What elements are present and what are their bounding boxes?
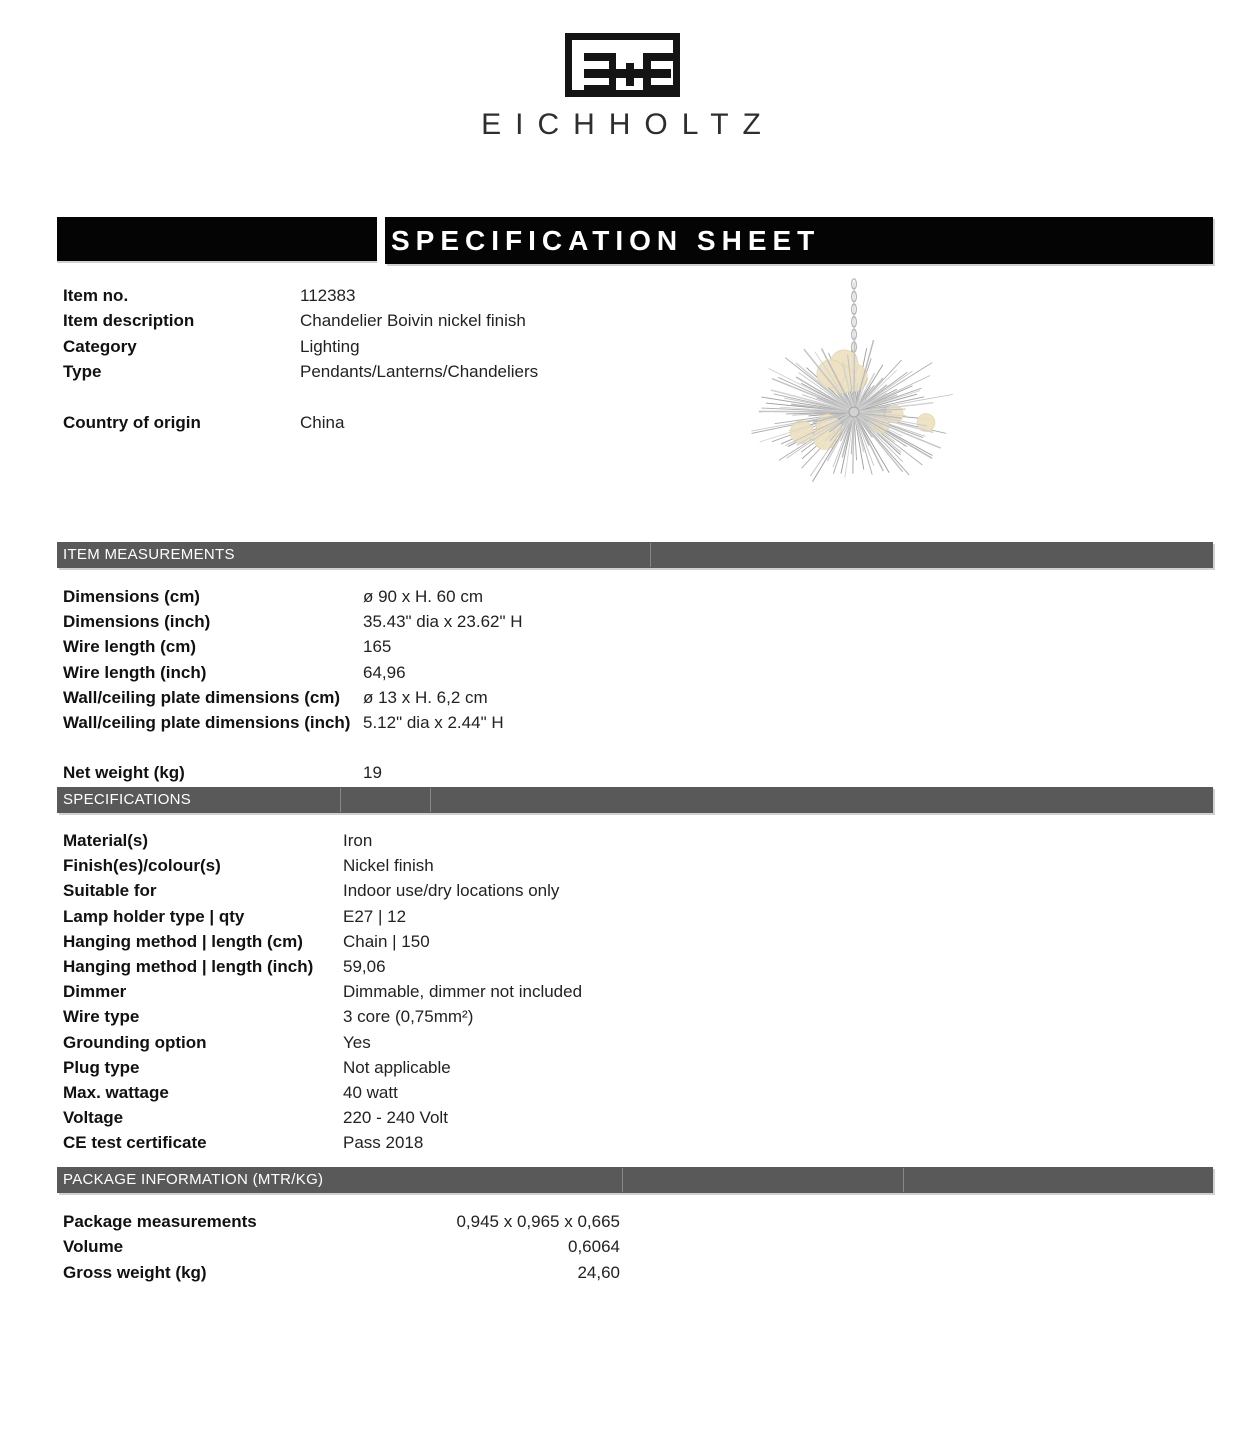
wire-type-row bbox=[63, 1004, 823, 1029]
package-information-table bbox=[63, 1209, 620, 1285]
plug-type-row bbox=[63, 1055, 823, 1080]
grounding-option-row bbox=[63, 1030, 823, 1055]
ce-certificate-value: Pass 2018 bbox=[343, 1133, 424, 1153]
ce-certificate-label: CE test certificate bbox=[63, 1133, 207, 1153]
item-measurements-heading: ITEM MEASUREMENTS bbox=[63, 546, 235, 563]
hanging-method-cm-label: Hanging method | length (cm) bbox=[63, 931, 303, 951]
suitable-for-row bbox=[63, 878, 823, 903]
hanging-method-inch-row bbox=[63, 954, 823, 979]
item-description-value: Chandelier Boivin nickel finish bbox=[300, 311, 526, 331]
specifications-table bbox=[63, 828, 823, 1156]
category-value: Lighting bbox=[300, 336, 360, 356]
dimensions-inch-row bbox=[63, 609, 823, 634]
brand-wordmark: EICHHOLTZ bbox=[481, 108, 775, 141]
plate-dimensions-inch-label: Wall/ceiling plate dimensions (inch) bbox=[63, 713, 351, 733]
item-description-label: Item description bbox=[63, 311, 195, 331]
gross-weight-row bbox=[63, 1260, 620, 1285]
volume-label: Volume bbox=[63, 1237, 124, 1257]
product-photo-chandelier bbox=[737, 274, 973, 510]
volume-row bbox=[63, 1234, 620, 1259]
package-information-heading: PACKAGE INFORMATION (MTR/KG) bbox=[63, 1171, 324, 1188]
dimensions-cm-value: ø 90 x H. 60 cm bbox=[363, 587, 483, 606]
material-value: Iron bbox=[343, 831, 373, 850]
type-label: Type bbox=[63, 362, 102, 382]
finish-value: Nickel finish bbox=[343, 856, 434, 876]
package-measurements-value: 0,945 x 0,965 x 0,665 bbox=[456, 1212, 620, 1231]
volume-value: 0,6064 bbox=[568, 1237, 620, 1257]
hanging-method-inch-value: 59,06 bbox=[343, 957, 386, 977]
gross-weight-label: Gross weight (kg) bbox=[63, 1262, 207, 1282]
dimensions-inch-label: Dimensions (inch) bbox=[63, 612, 211, 632]
wire-type-value: 3 core (0,75mm²) bbox=[343, 1007, 474, 1027]
wire-length-cm-value: 165 bbox=[363, 637, 392, 657]
grounding-option-value: Yes bbox=[343, 1032, 371, 1052]
grounding-option-label: Grounding option bbox=[63, 1032, 207, 1052]
package-measurements-label: Package measurements bbox=[63, 1212, 257, 1231]
item-details bbox=[63, 283, 763, 435]
voltage-value: 220 - 240 Volt bbox=[343, 1108, 448, 1128]
cell-seam bbox=[650, 543, 651, 567]
voltage-label: Voltage bbox=[63, 1108, 124, 1128]
country-of-origin-row bbox=[63, 410, 763, 435]
cell-seam bbox=[903, 1168, 904, 1192]
suitable-for-label: Suitable for bbox=[63, 881, 157, 901]
section-header-item-measurements bbox=[57, 542, 1213, 568]
cell-seam bbox=[430, 788, 431, 812]
dimmer-value: Dimmable, dimmer not included bbox=[343, 982, 583, 1002]
dimmer-label: Dimmer bbox=[63, 982, 127, 1002]
measurements-table bbox=[63, 584, 823, 786]
section-header-package-information bbox=[57, 1167, 1213, 1193]
wire-length-inch-label: Wire length (inch) bbox=[63, 662, 207, 682]
wire-length-cm-row bbox=[63, 634, 823, 659]
max-wattage-row bbox=[63, 1080, 823, 1105]
ce-certificate-row bbox=[63, 1130, 823, 1155]
plate-dimensions-inch-value: 5.12" dia x 2.44" H bbox=[363, 713, 504, 733]
plug-type-value: Not applicable bbox=[343, 1057, 451, 1077]
dimensions-cm-row bbox=[63, 584, 823, 609]
wire-length-inch-row bbox=[63, 660, 823, 685]
lamp-holder-label: Lamp holder type | qty bbox=[63, 906, 245, 926]
item-description-row bbox=[63, 308, 763, 333]
lamp-holder-value: E27 | 12 bbox=[343, 906, 407, 926]
plug-type-label: Plug type bbox=[63, 1057, 140, 1077]
net-weight-label: Net weight (kg) bbox=[63, 763, 185, 783]
dimensions-inch-value: 35.43" dia x 23.62" H bbox=[363, 612, 523, 632]
section-header-specifications bbox=[57, 787, 1213, 813]
dimmer-row bbox=[63, 979, 823, 1004]
eichholtz-logo-icon bbox=[565, 33, 680, 97]
wire-type-label: Wire type bbox=[63, 1007, 140, 1027]
specifications-heading: SPECIFICATIONS bbox=[63, 791, 192, 808]
hanging-method-cm-row bbox=[63, 929, 823, 954]
wire-length-cm-label: Wire length (cm) bbox=[63, 637, 197, 657]
net-weight-row bbox=[63, 760, 823, 785]
lamp-holder-row bbox=[63, 904, 823, 929]
gross-weight-value: 24,60 bbox=[577, 1262, 620, 1282]
finish-label: Finish(es)/colour(s) bbox=[63, 856, 221, 876]
plate-dimensions-cm-label: Wall/ceiling plate dimensions (cm) bbox=[63, 687, 341, 707]
wire-length-inch-value: 64,96 bbox=[363, 662, 406, 682]
type-value: Pendants/Lanterns/Chandeliers bbox=[300, 362, 539, 382]
item-no-row bbox=[63, 283, 763, 308]
item-no-label: Item no. bbox=[63, 286, 129, 305]
country-of-origin-label: Country of origin bbox=[63, 413, 201, 433]
category-row bbox=[63, 334, 763, 359]
hanging-method-cm-value: Chain | 150 bbox=[343, 931, 430, 951]
cell-seam bbox=[340, 788, 341, 812]
item-no-value: 112383 bbox=[300, 286, 356, 305]
country-of-origin-value: China bbox=[300, 413, 345, 433]
material-label: Material(s) bbox=[63, 831, 149, 850]
plate-dimensions-cm-row bbox=[63, 685, 823, 710]
finish-row bbox=[63, 853, 823, 878]
category-label: Category bbox=[63, 336, 137, 356]
net-weight-value: 19 bbox=[363, 763, 382, 783]
plate-dimensions-cm-value: ø 13 x H. 6,2 cm bbox=[363, 687, 488, 707]
cell-seam bbox=[622, 1168, 623, 1192]
max-wattage-label: Max. wattage bbox=[63, 1083, 169, 1103]
sheet-title: SPECIFICATION SHEET bbox=[391, 225, 821, 256]
plate-dimensions-inch-row bbox=[63, 710, 823, 735]
title-bar-left-cell bbox=[57, 217, 377, 261]
type-row bbox=[63, 359, 763, 384]
material-row bbox=[63, 828, 823, 853]
title-bar bbox=[385, 217, 1213, 264]
voltage-row bbox=[63, 1105, 823, 1130]
package-measurements-row bbox=[63, 1209, 620, 1234]
dimensions-cm-label: Dimensions (cm) bbox=[63, 587, 200, 606]
max-wattage-value: 40 watt bbox=[343, 1083, 398, 1103]
hanging-method-inch-label: Hanging method | length (inch) bbox=[63, 957, 314, 977]
suitable-for-value: Indoor use/dry locations only bbox=[343, 881, 560, 901]
